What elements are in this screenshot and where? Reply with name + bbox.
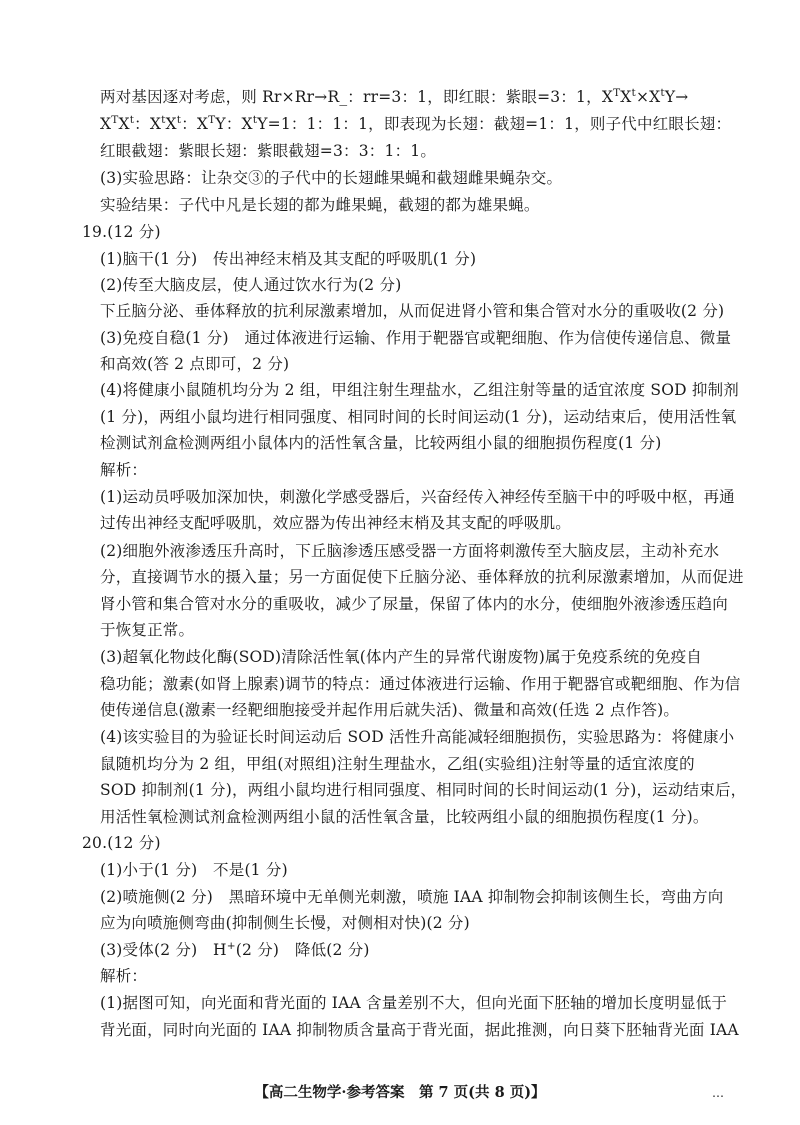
text-line: (3)实验思路：让杂交③的子代中的长翅雌果蝇和截翅雌果蝇杂交。 — [100, 169, 563, 187]
text-line: (2)传至大脑皮层，使人通过饮水行为(2 分) — [100, 276, 402, 294]
text-line: 应为向喷施侧弯曲(抑制侧生长慢，对侧相对快)(2 分) — [100, 914, 470, 932]
corner-mark: … — [712, 1086, 724, 1100]
text-line: 过传出神经支配呼吸肌，效应器为传出神经末梢及其支配的呼吸肌。 — [100, 514, 572, 532]
text-line: 20.(12 分) — [82, 834, 161, 852]
text-line: $X^TX^t$：$X^tX^t$：$X^TY$：$X^tY=1$：1：1：1，即表现为长翅：截翅=1：1，则子代中红眼长翅： — [100, 113, 732, 133]
text-line: 解析： — [100, 461, 148, 479]
text-line: (1)运动员呼吸加深加快，刺激化学感受器后，兴奋经传入神经传至脑干中的呼吸中枢，再通 — [100, 488, 735, 506]
text-line: 肾小管和集合管对水分的重吸收，减少了尿量，保留了体内的水分，使细胞外液渗透压趋向 — [100, 595, 729, 613]
text-line: (3)受体(2 分) H+(2 分) 降低(2 分) — [100, 939, 370, 959]
text-line: 鼠随机均分为 2 组，甲组(对照组)注射生理盐水，乙组(实验组)注射等量的适宜浓度的 — [100, 755, 695, 773]
text-line: 下丘脑分泌、垂体释放的抗利尿激素增加，从而促进肾小管和集合管对水分的重吸收(2 分) — [100, 302, 725, 320]
text-line: (3)超氧化物歧化酶(SOD)清除活性氧(体内产生的异常代谢废物)属于免疫系统的免疫自 — [100, 648, 702, 666]
text-line: 和高效(答 2 点即可，2 分) — [100, 355, 290, 373]
text-line: (3)免疫自稳(1 分) 通过体液进行运输、作用于靶器官或靶细胞、作为信使传递信息、微量 — [100, 329, 732, 347]
text-line: (1)脑干(1 分) 传出神经末梢及其支配的呼吸肌(1 分) — [100, 250, 477, 268]
text-line: 解析： — [100, 967, 148, 985]
text-line: 19.(12 分) — [82, 223, 161, 241]
text-line: 用活性氧检测试剂盒检测两组小鼠的活性氧含量，比较两组小鼠的细胞损伤程度(1 分)。 — [100, 808, 709, 826]
text-line: 分，直接调节水的摄入量；另一方面促使下丘脑分泌、垂体释放的抗利尿激素增加，从而促进 — [100, 568, 744, 586]
page-footer: 【高二生物学·参考答案 第 7 页(共 8 页)】 — [254, 1084, 546, 1101]
text-line: 两对基因逐对考虑，则 Rr×Rr→R_：rr=3：1，即红眼：紫眼=3：1，$X^TX^t\times X^tY\to$ — [100, 86, 689, 106]
text-line: SOD 抑制剂(1 分)，两组小鼠均进行相同强度、相同时间的长时间运动(1 分)，运动结束后， — [100, 781, 747, 799]
text-line: (2)细胞外液渗透压升高时，下丘脑渗透压感受器一方面将刺激传至大脑皮层，主动补充水 — [100, 542, 720, 560]
text-line: (2)喷施侧(2 分) 黑暗环境中无单侧光刺激，喷施 IAA 抑制物会抑制该侧生长，弯曲方向 — [100, 888, 724, 906]
text-line: (1 分)，两组小鼠均进行相同强度、相同时间的长时间运动(1 分)，运动结束后，使用活性氧 — [100, 408, 737, 426]
text-line: 使传递信息(激素一经靶细胞接受并起作用后就失活)、微量和高效(任选 2 点作答)。 — [100, 701, 680, 719]
text-line: 背光面，同时向光面的 IAA 抑制物质含量高于背光面，据此推测，向日葵下胚轴背光面 IAA — [100, 1021, 739, 1039]
text-line: 稳功能；激素(如肾上腺素)调节的特点：通过体液进行运输、作用于靶器官或靶细胞、作为信 — [100, 675, 741, 693]
text-line: (1)小于(1 分) 不是(1 分) — [100, 861, 288, 879]
text-line: (1)据图可知，向光面和背光面的 IAA 含量差别不大，但向光面下胚轴的增加长度明显低于 — [100, 994, 728, 1012]
text-line: (4)该实验目的为验证长时间运动后 SOD 活性升高能减轻细胞损伤，实验思路为：将健康小 — [100, 728, 735, 746]
text-line: (4)将健康小鼠随机均分为 2 组，甲组注射生理盐水，乙组注射等量的适宜浓度 SOD 抑制剂 — [100, 381, 739, 399]
text-line: 红眼截翅：紫眼长翅：紫眼截翅=3：3：1：1。 — [100, 142, 437, 160]
text-line: 检测试剂盒检测两组小鼠体内的活性氧含量，比较两组小鼠的细胞损伤程度(1 分) — [100, 434, 662, 452]
text-line: 实验结果：子代中凡是长翅的都为雌果蝇，截翅的都为雄果蝇。 — [100, 196, 540, 214]
text-line: 于恢复正常。 — [100, 621, 195, 639]
